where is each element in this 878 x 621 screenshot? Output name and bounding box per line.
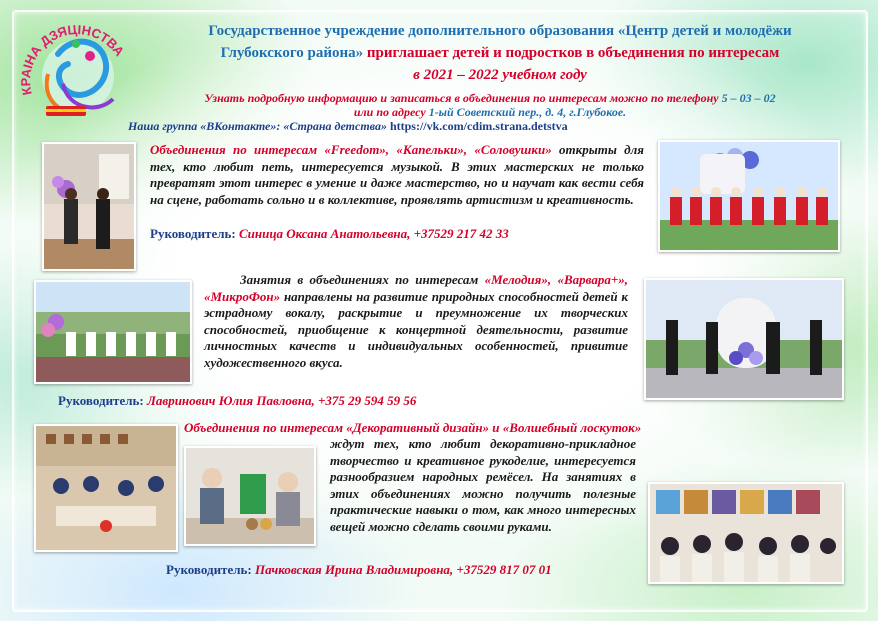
header-invite: приглашает детей и подростков в объединения по интересам	[363, 45, 780, 61]
info-phone	[150, 91, 830, 105]
section3-leader-label: Руководитель:	[166, 562, 255, 577]
section1-leader	[150, 226, 650, 243]
info-address	[150, 105, 830, 119]
info-phone-text: Узнать подробную информацию и записаться в объединения по интересам можно по телефону	[204, 91, 722, 105]
info-vk-label: Наша группа «ВКонтакте»: «Страна детства»	[128, 119, 390, 133]
section2-leader	[58, 393, 558, 410]
header-line2	[150, 42, 850, 64]
header-year: в 2021 – 2022 учебном году	[413, 67, 587, 83]
photo-girls-toys	[184, 446, 316, 546]
section1-leader-label: Руководитель:	[150, 226, 239, 241]
photo-singers-stage	[42, 142, 136, 271]
section1-text: открыты для тех, кто любит петь, интересуется музыкой. В этих мастерских не только превратят этот интерес в умение и даже мастерство, но и научат как вести себя на сцене, работать сольно и в коллективе, проявлять артистизм и креативность.	[150, 142, 645, 207]
info-address-value: 1-ый Советский пер., д. 4, г.Глубокое.	[428, 105, 627, 119]
info-address-text: или по адресу	[353, 105, 429, 119]
info-vk	[128, 119, 688, 133]
logo-text: КРАІНА ДЗЯЦІНСТВА	[18, 21, 128, 97]
section2-leader-name: Лавринович Юлия Павловна, +375 29 594 59 56	[146, 393, 417, 408]
photo-patchwork-class	[648, 482, 844, 584]
section1-lead: Объединения по интересам «Freedom», «Капельки», «Соловушки»	[150, 142, 552, 157]
section2-text: направлены на развитие природных способностей детей к эстрадному вокалу, раскрытие и преумножение их творческих способностей, приобщение к концертной деятельности, развитие личностных качеств и индивидуальных особенностей, привитие художественного вкуса.	[204, 288, 628, 370]
section2-body	[204, 272, 628, 371]
section3-lead-block	[184, 420, 850, 437]
header-line1: Государственное учреждение дополнительного образования «Центр детей и молодёжи	[208, 23, 792, 39]
section1-body	[150, 142, 644, 208]
photo-girls-performance	[34, 280, 192, 384]
photo-stage-singers	[644, 278, 844, 400]
section2-intro: Занятия в объединениях по интересам	[240, 272, 485, 287]
section2-lead: «Мелодия», «Варвара+», «МикроФон»	[204, 272, 628, 304]
section3-text-content: ждут тех, кто любит декоративно-прикладное творчество и креативное рукоделие, интересуется разнообразием народных ремёсел. На занятиях в этих объединениях можно получить полезные практические навыки о том, как много интересных вещей можно сделать своими руками.	[330, 436, 636, 534]
photo-children-choir	[658, 140, 840, 252]
section1-leader-name: Синица Оксана Анатольевна, +37529 217 42 33	[238, 226, 509, 241]
section3-lead: Объединения по интересам «Декоративный дизайн» и «Волшебный лоскуток»	[184, 420, 642, 435]
section3-text	[330, 436, 636, 535]
section2-leader-label: Руководитель:	[58, 393, 147, 408]
logo	[18, 14, 136, 126]
section3-leader	[166, 562, 666, 579]
header-org-name: Глубокского района»	[220, 45, 364, 61]
info-phone-number: 5 – 03 – 02	[721, 91, 776, 105]
section3-leader-name: Пачковская Ирина Владимировна, +37529 817 07 01	[254, 562, 552, 577]
vk-link[interactable]: https://vk.com/cdim.strana.detstva	[389, 119, 568, 133]
photo-craft-class	[34, 424, 178, 552]
